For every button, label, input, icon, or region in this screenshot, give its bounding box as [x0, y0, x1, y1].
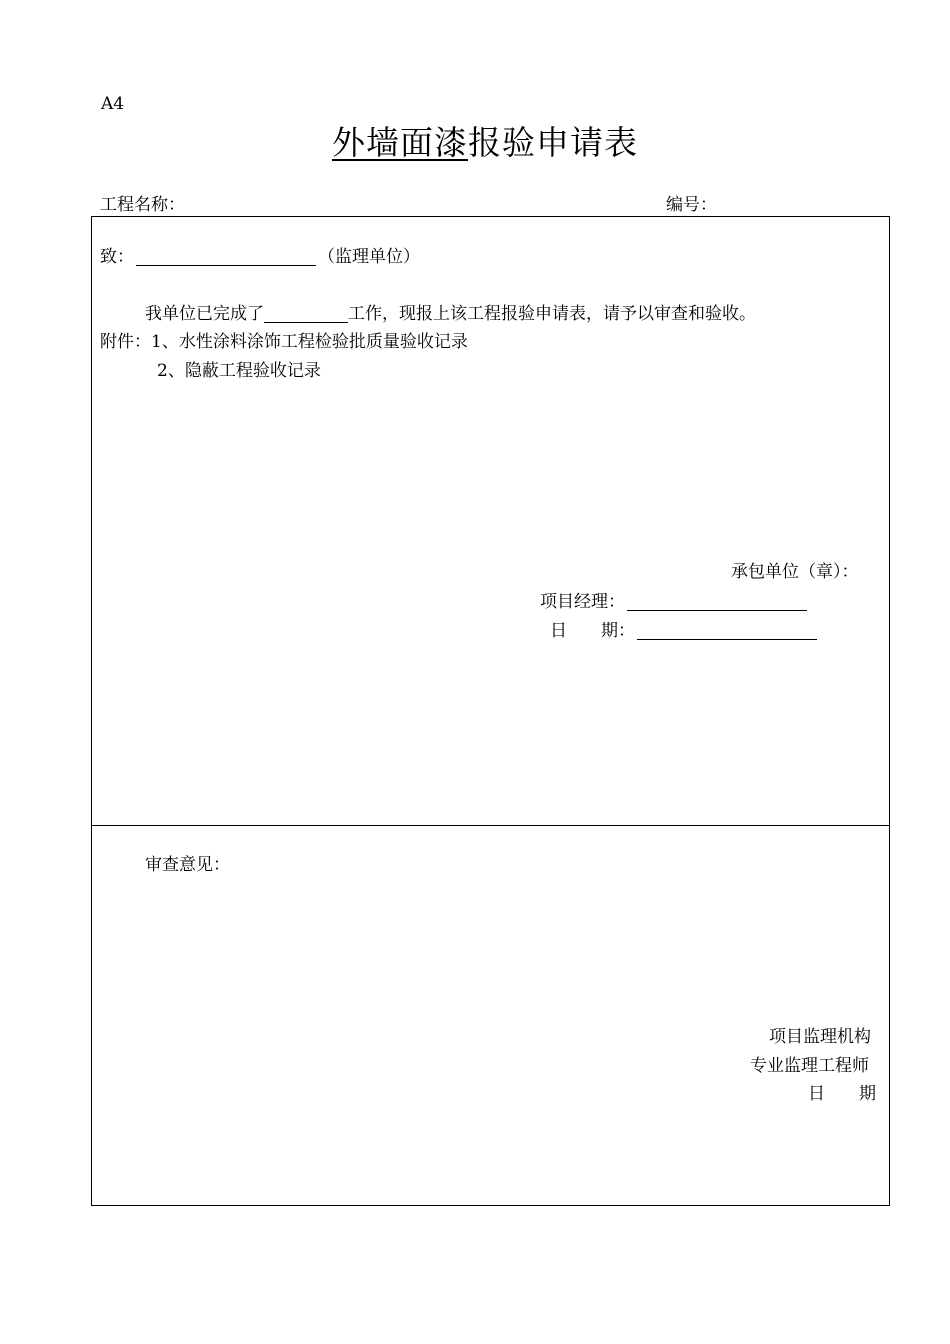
- supervision-unit-blank[interactable]: [136, 248, 316, 266]
- supervision-engineer-label: 专业监理工程师: [750, 1056, 869, 1076]
- supervision-org-label: 项目监理机构: [769, 1027, 871, 1047]
- to-suffix: （监理单位）: [318, 247, 420, 267]
- date-line: [550, 622, 819, 640]
- project-name-label: 工程名称：: [100, 195, 185, 215]
- review-opinion-label: 审查意见：: [145, 855, 230, 875]
- attachments-line-1: [100, 334, 468, 351]
- manager-label: 项目经理：: [540, 592, 625, 612]
- date-blank[interactable]: [637, 622, 817, 640]
- title-underlined-part: 外墙面漆: [332, 123, 468, 162]
- body-line: [145, 305, 756, 323]
- title-rest: 报验申请表: [468, 123, 638, 162]
- section-divider: [91, 825, 890, 826]
- manager-blank[interactable]: [627, 593, 807, 611]
- work-blank[interactable]: [264, 305, 348, 323]
- review-date-label: 日 期: [808, 1084, 876, 1104]
- attachment-item: 2、隐蔽工程验收记录: [157, 361, 321, 381]
- contractor-label: 承包单位（章）：: [731, 562, 859, 582]
- attachments-label: 附件：: [100, 332, 151, 352]
- number-label: 编号：: [666, 195, 717, 215]
- attachment-item: 1、水性涂料涂饰工程检验批质量验收记录: [151, 332, 468, 352]
- form-code: A4: [101, 94, 125, 114]
- manager-line: [540, 593, 809, 611]
- to-line: [100, 248, 420, 266]
- page-title: [0, 123, 950, 162]
- to-label: 致：: [100, 247, 134, 267]
- body-prefix: 我单位已完成了: [145, 304, 264, 324]
- body-suffix: 工作，现报上该工程报验申请表，请予以审查和验收。: [348, 304, 756, 324]
- date-label: 日 期：: [550, 621, 635, 641]
